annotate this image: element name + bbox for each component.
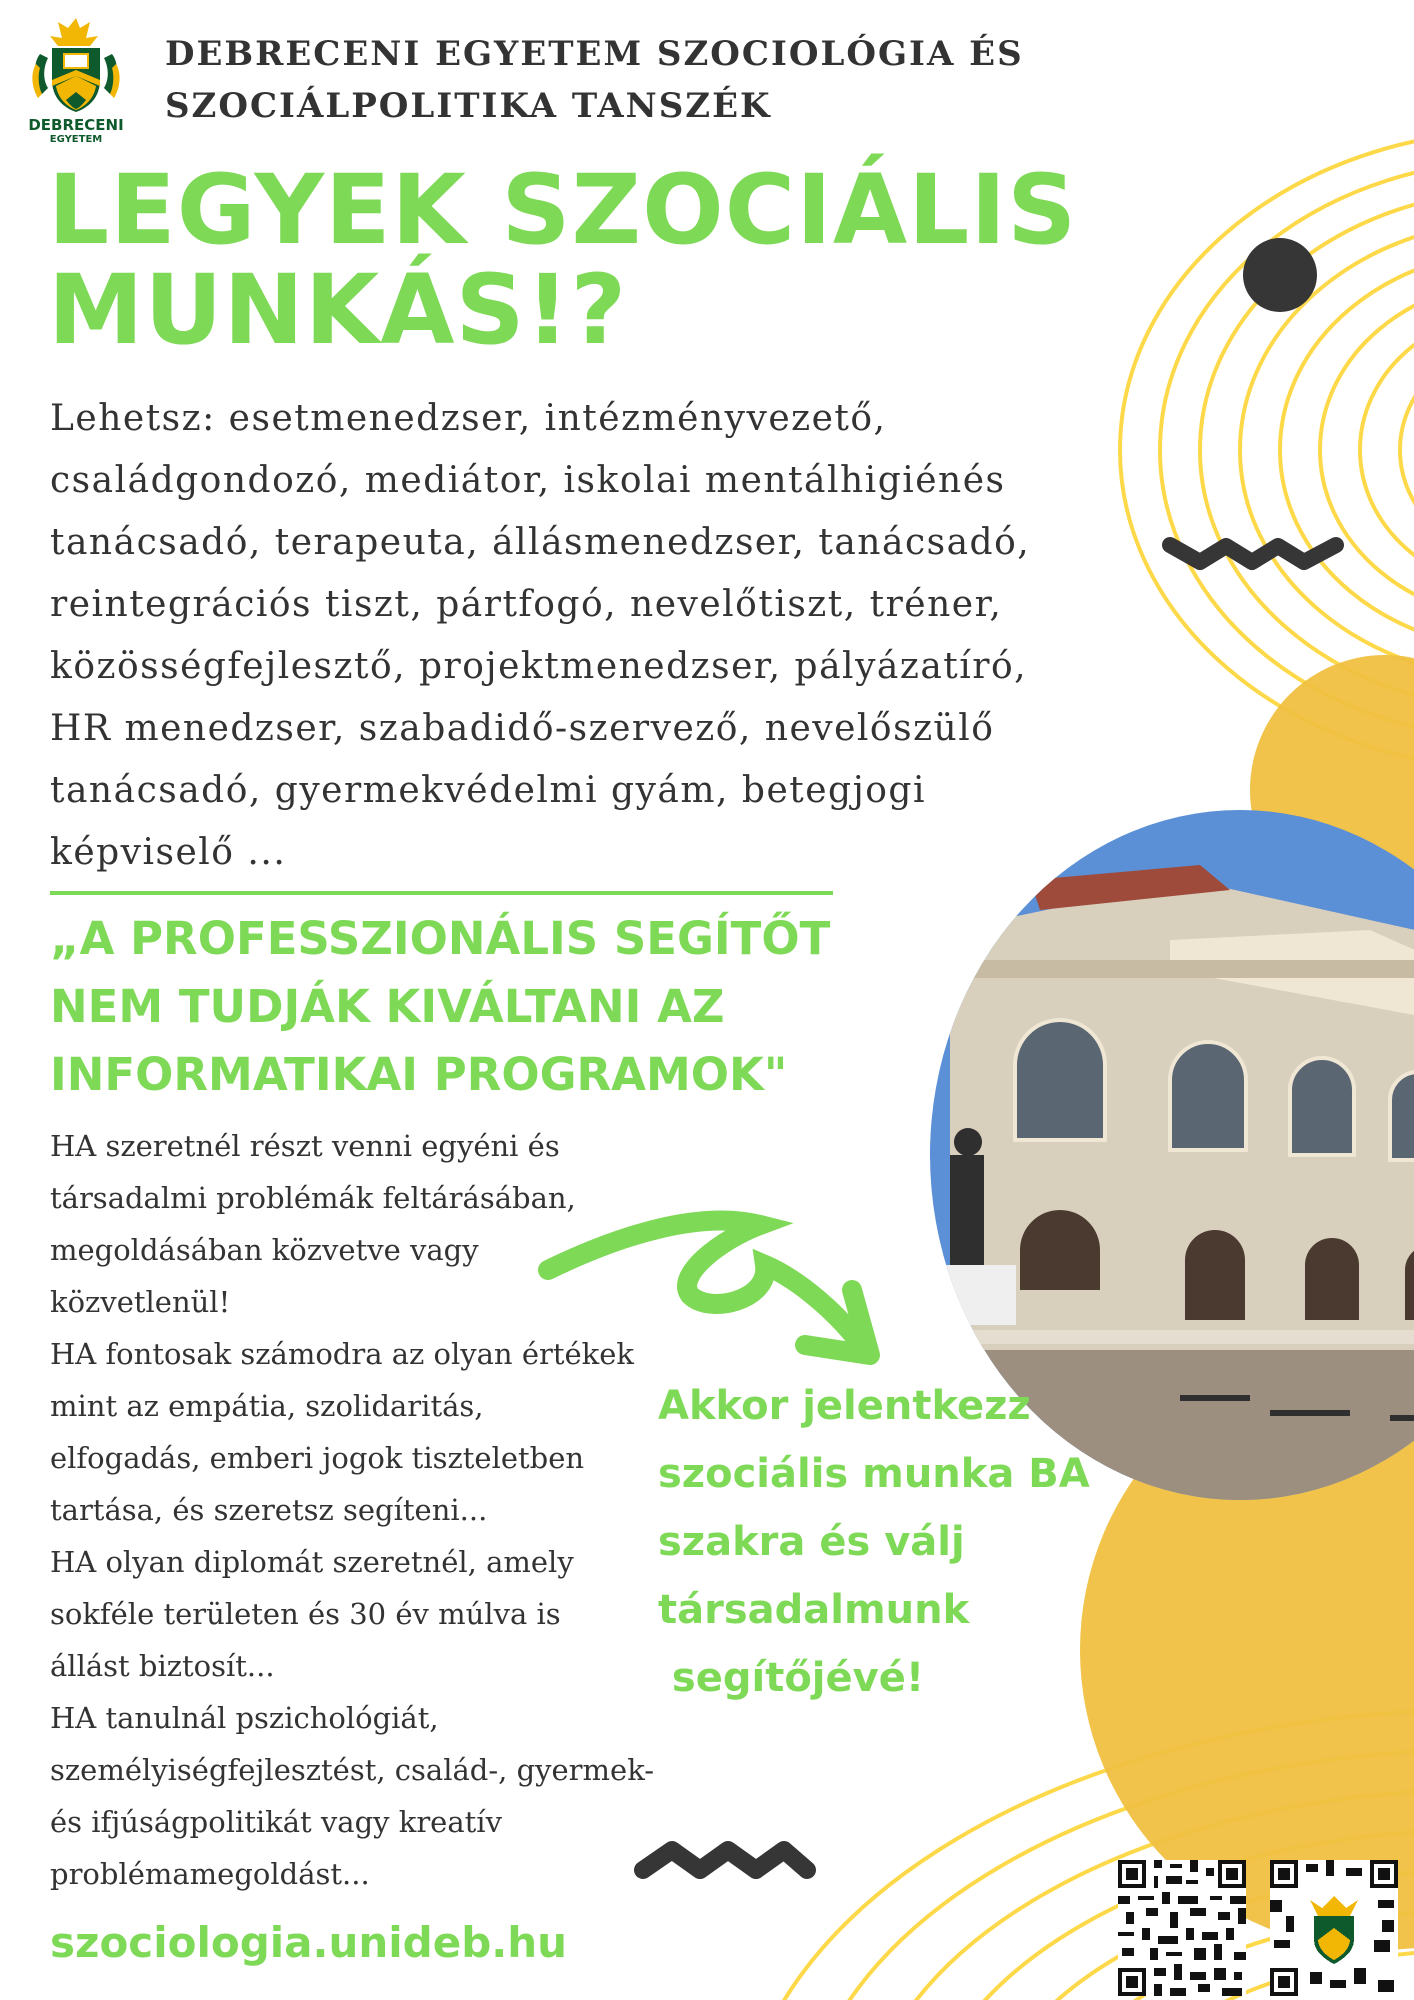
cta-line: társadalmunk (658, 1587, 970, 1633)
motivation-line: HA tanulnál pszichológiát, (50, 1701, 439, 1735)
motivation-line: állást biztosít... (50, 1649, 275, 1683)
motivation-line: HA olyan diplomát szeretnél, amely (50, 1545, 574, 1579)
cta-line: segítőjévé! (658, 1655, 925, 1701)
motivation-line: megoldásában közvetve vagy (50, 1233, 479, 1267)
qr-code-icon (1118, 1860, 1246, 1996)
motivation-line: tartása, és szeretsz segíteni... (50, 1493, 488, 1527)
title-line-2: MUNKÁS!? (48, 254, 628, 366)
motivation-line: sokféle területen és 30 év múlva is (50, 1597, 561, 1631)
qr-code-website[interactable] (1118, 1860, 1246, 1996)
motivation-line: társadalmi problémák feltárásában, (50, 1181, 576, 1215)
cta-line: szakra és válj (658, 1519, 965, 1565)
quote-heading (50, 905, 870, 1109)
green-divider (50, 891, 833, 895)
department-line-2: SZOCIÁLPOLITIKA TANSZÉK (165, 86, 772, 126)
logo-wordmark-line1: DEBRECENI (28, 116, 124, 134)
motivation-line: HA fontosak számodra az olyan értékek (50, 1337, 634, 1371)
title-line-1: LEGYEK SZOCIÁLIS (48, 154, 1078, 266)
motivation-line: HA szeretnél részt venni egyéni és (50, 1129, 560, 1163)
cta-line: szociális munka BA (658, 1451, 1090, 1497)
quote-line-1: „A PROFESSZIONÁLIS SEGÍTŐT (50, 912, 831, 965)
dark-dot (1243, 238, 1317, 312)
department-name (165, 28, 1024, 132)
motivation-line: mint az empátia, szolidaritás, (50, 1389, 484, 1423)
motivation-line: problémamegoldást... (50, 1857, 370, 1891)
qr-code-icon (1270, 1860, 1398, 1996)
quote-line-2: NEM TUDJÁK KIVÁLTANI AZ (50, 980, 725, 1033)
cta-line: Akkor jelentkezz (658, 1383, 1031, 1429)
qr-code-university-logo[interactable] (1270, 1860, 1398, 1996)
department-line-1: DEBRECENI EGYETEM SZOCIOLÓGIA ÉS (165, 34, 1024, 74)
motivation-line: és ifjúságpolitikát vagy kreatív (50, 1805, 502, 1839)
logo-wordmark-line2: EGYETEM (49, 134, 103, 145)
university-crest-icon (28, 14, 124, 114)
motivation-line: személyiségfejlesztést, család-, gyermek- (50, 1753, 655, 1787)
quote-line-3: INFORMATIKAI PROGRAMOK" (50, 1048, 788, 1101)
motivation-paragraph (50, 1120, 690, 1900)
motivation-line: közvetlenül! (50, 1285, 231, 1319)
call-to-action (658, 1372, 1088, 1712)
page-title (48, 154, 1078, 366)
motivation-line: elfogadás, emberi jogok tiszteletben (50, 1441, 585, 1475)
careers-paragraph: Lehetsz: esetmenedzser, intézményvezető, családgondozó, mediátor, iskolai mentálhigiénés tanácsadó, terapeuta, állásmenedzser, tanácsadó, reintegrációs tiszt, pártfogó, nevelőtiszt, tréner, közösségfejlesztő, projektmenedzser, pályázatíró, HR menedzser, szabadidő-szervező, nevelőszülő tanácsadó, gyermekvédelmi gyám, betegjogi képviselő ... (50, 398, 1031, 873)
university-logo (28, 14, 124, 144)
website-link[interactable]: szociologia.unideb.hu (50, 1918, 568, 1967)
